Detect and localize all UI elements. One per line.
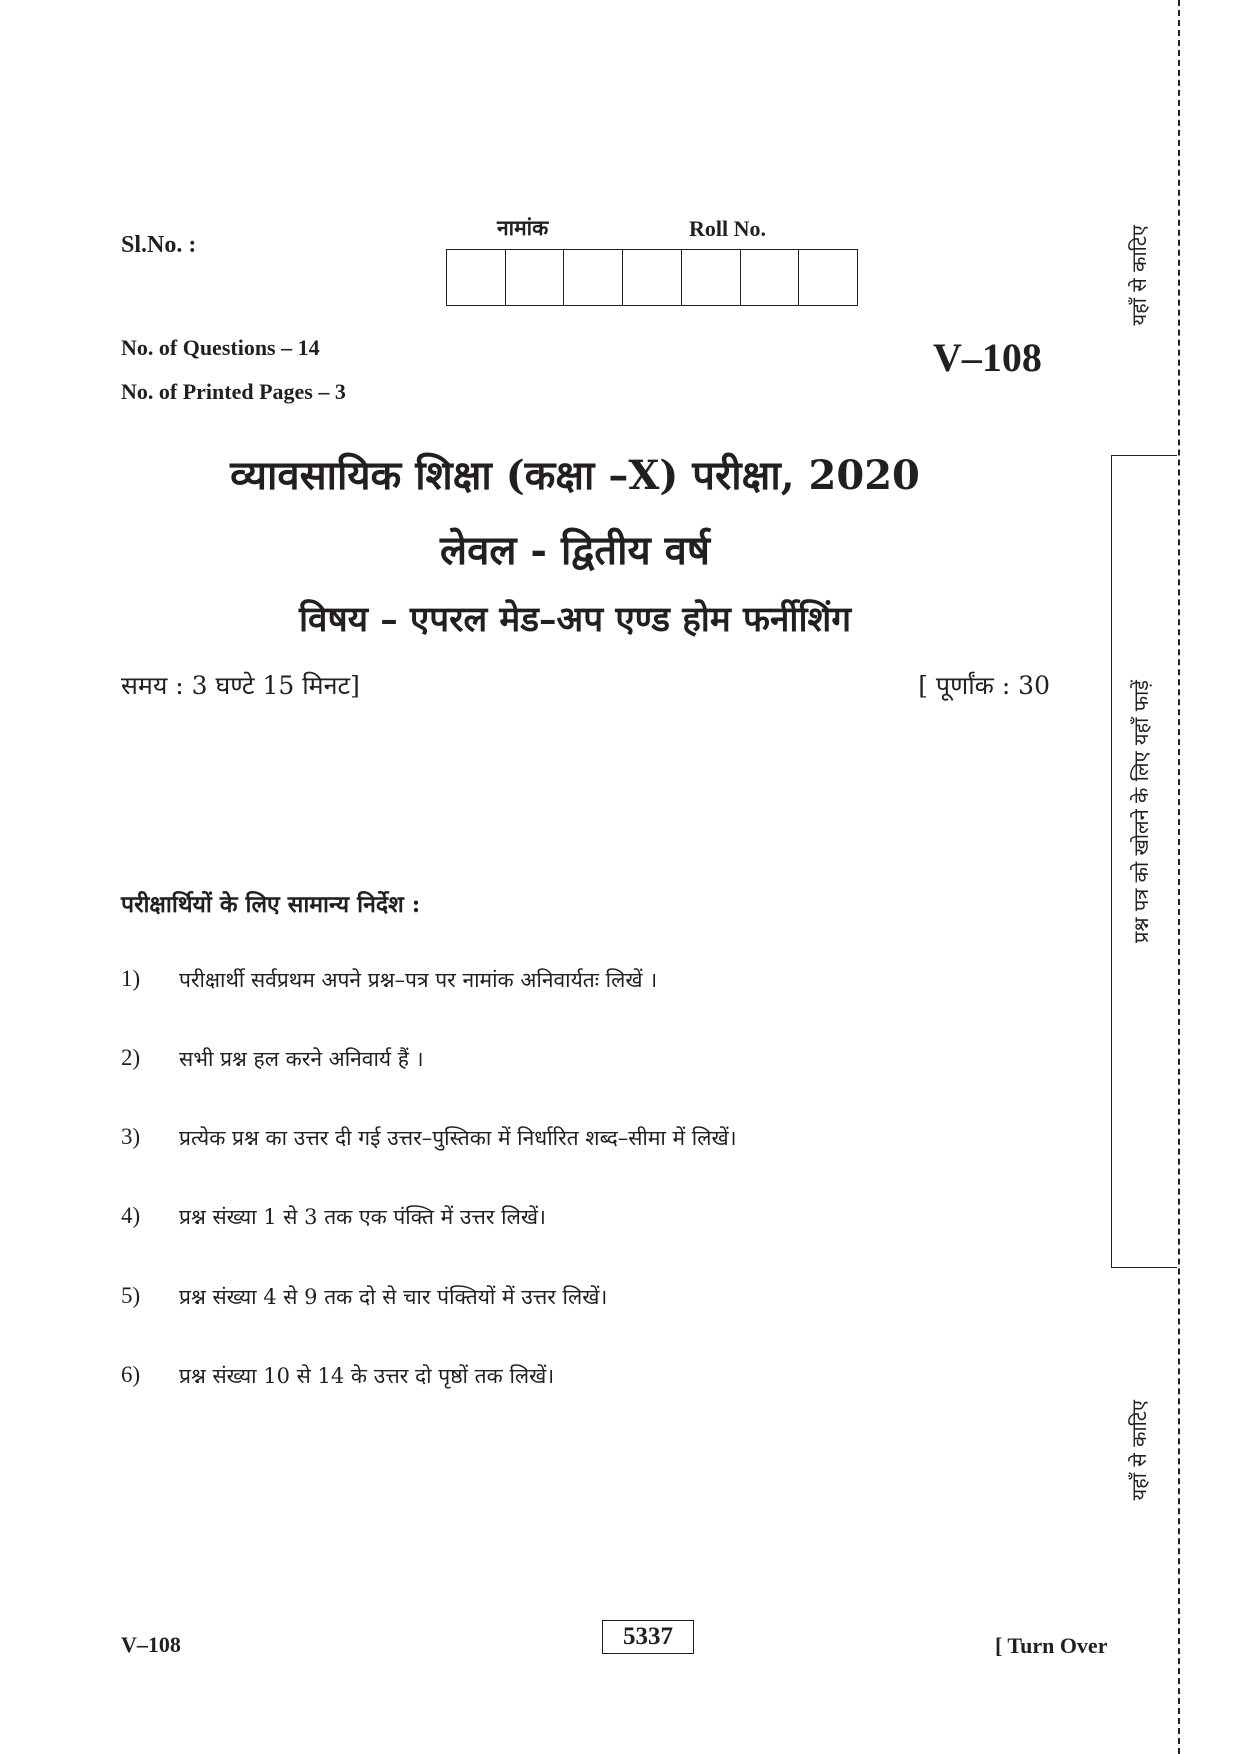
instruction-number: 3) bbox=[121, 1124, 141, 1149]
instruction-item bbox=[121, 1203, 941, 1231]
paper-code: V–108 bbox=[933, 335, 1042, 380]
footer-paper-code: V–108 bbox=[121, 1632, 181, 1657]
number-of-pages: No. of Printed Pages – 3 bbox=[121, 379, 346, 404]
roll-digit-box[interactable] bbox=[741, 250, 800, 305]
instruction-number: 6) bbox=[121, 1362, 141, 1387]
serial-number-box: 5337 bbox=[602, 1620, 694, 1654]
turn-over-label: [ Turn Over bbox=[995, 1633, 1108, 1658]
tear-here-label: प्रश्न पत्र को खोलने के लिए यहाँ फाड़ें bbox=[1129, 680, 1153, 944]
instruction-item bbox=[121, 1045, 941, 1073]
instruction-text: प्रत्येक प्रश्न का उत्तर दी गई उत्तर–पुस्तिका में निर्धारित शब्द–सीमा में लिखें। bbox=[179, 1126, 737, 1150]
roll-digit-box[interactable] bbox=[682, 250, 741, 305]
number-of-questions: No. of Questions – 14 bbox=[121, 335, 320, 360]
instruction-text: परीक्षार्थी सर्वप्रथम अपने प्रश्न–पत्र पर नामांक अनिवार्यतः लिखें । bbox=[179, 968, 658, 992]
instruction-number: 1) bbox=[121, 966, 141, 991]
roll-digit-box[interactable] bbox=[799, 250, 857, 305]
cut-line bbox=[1178, 0, 1180, 1754]
roll-label-hindi: नामांक bbox=[497, 215, 549, 240]
roll-digit-box[interactable] bbox=[623, 250, 682, 305]
max-marks: [ पूर्णांक : 30 bbox=[918, 671, 1050, 700]
subject-title: विषय – एपरल मेड–अप एण्ड होम फर्नीशिंग bbox=[298, 599, 852, 640]
instruction-number: 4) bbox=[121, 1203, 141, 1228]
instruction-text: प्रश्न संख्या 1 से 3 तक एक पंक्ति में उत्तर लिखें। bbox=[179, 1205, 546, 1229]
level-title: लेवल - द्वितीय वर्ष bbox=[440, 527, 710, 574]
instruction-text: प्रश्न संख्या 4 से 9 तक दो से चार पंक्तियों में उत्तर लिखें। bbox=[179, 1285, 608, 1309]
serial-number-label: Sl.No. : bbox=[121, 232, 197, 258]
instruction-number: 5) bbox=[121, 1283, 141, 1308]
cut-here-label-top: यहाँ से काटिए bbox=[1127, 225, 1151, 326]
roll-digit-box[interactable] bbox=[447, 250, 506, 305]
cut-here-label-bottom: यहाँ से काटिए bbox=[1127, 1400, 1151, 1501]
roll-digit-box[interactable] bbox=[564, 250, 623, 305]
exam-title: व्यावसायिक शिक्षा (कक्षा –X) परीक्षा, 2020 bbox=[230, 452, 920, 499]
instruction-number: 2) bbox=[121, 1045, 141, 1070]
instruction-text: प्रश्न संख्या 10 से 14 के उत्तर दो पृष्ठों तक लिखें। bbox=[179, 1364, 555, 1388]
roll-number-label: Roll No. bbox=[689, 216, 766, 241]
instruction-item bbox=[121, 1283, 941, 1311]
roll-digit-box[interactable] bbox=[506, 250, 565, 305]
instruction-item bbox=[121, 1362, 941, 1390]
roll-number-boxes[interactable] bbox=[446, 249, 858, 306]
instruction-item bbox=[121, 966, 941, 994]
instruction-item bbox=[121, 1124, 941, 1152]
instructions-heading: परीक्षार्थियों के लिए सामान्य निर्देश : bbox=[121, 891, 421, 918]
exam-duration: समय : 3 घण्टे 15 मिनट] bbox=[121, 671, 360, 700]
instruction-text: सभी प्रश्न हल करने अनिवार्य हैं । bbox=[179, 1047, 424, 1071]
